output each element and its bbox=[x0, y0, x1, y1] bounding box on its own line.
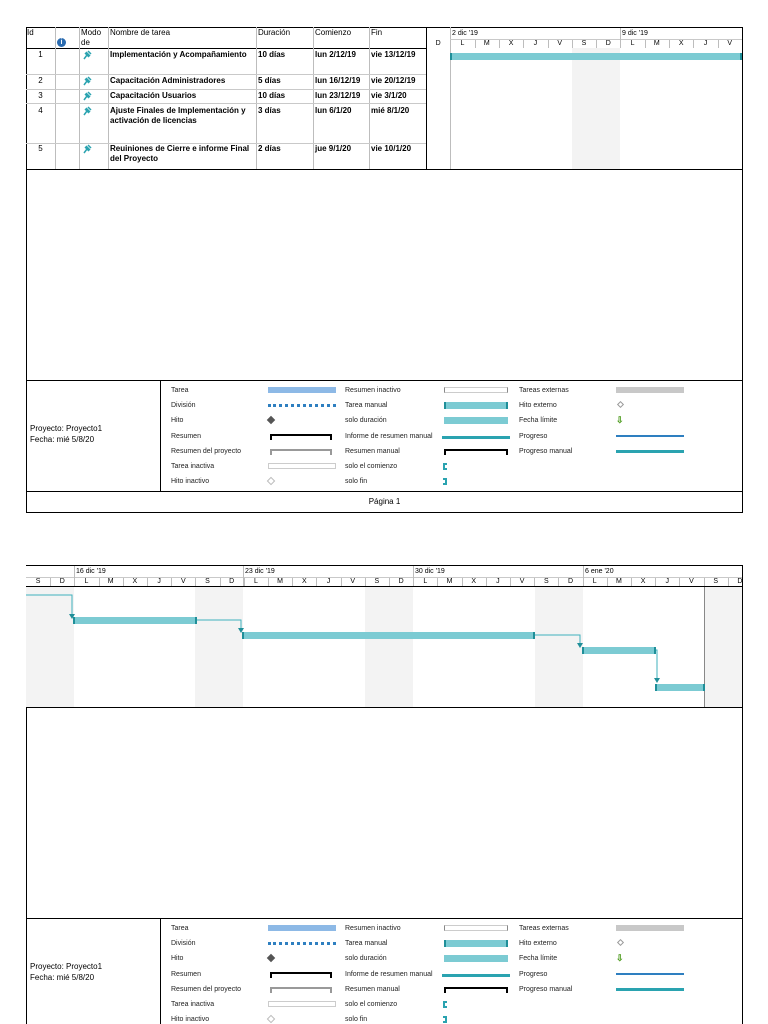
legend-label: Progreso manual bbox=[519, 985, 573, 993]
row-id: 3 bbox=[38, 91, 43, 100]
legend-label: Hito externo bbox=[519, 402, 557, 410]
legend-label: solo fin bbox=[345, 1016, 368, 1024]
row-id: 4 bbox=[38, 106, 43, 115]
project-date: Fecha: mié 5/8/20 bbox=[30, 435, 95, 444]
timeline-day-label: S bbox=[543, 578, 549, 585]
legend-label: Resumen inactivo bbox=[345, 925, 401, 932]
legend-label: Hito bbox=[171, 417, 184, 425]
timeline-week-label: 6 ene '20 bbox=[585, 568, 614, 575]
timeline-day-label: M bbox=[653, 40, 660, 47]
weekend-shade bbox=[572, 48, 620, 169]
legend-swatch-progress bbox=[616, 435, 684, 437]
timeline-day-label: L bbox=[253, 578, 258, 585]
legend-label: solo el comienzo bbox=[345, 463, 398, 470]
legend-label: Tarea bbox=[171, 925, 189, 932]
legend-swatch-manual-task bbox=[444, 940, 508, 947]
header-duration: Duración bbox=[258, 28, 291, 37]
page-number: Página 1 bbox=[368, 497, 401, 506]
legend-label: Tarea manual bbox=[345, 940, 388, 948]
timeline-week-label: 23 dic '19 bbox=[245, 568, 275, 575]
gantt-bar-task-5[interactable] bbox=[655, 684, 705, 691]
legend-swatch-inactive-milestone bbox=[267, 477, 275, 485]
legend-swatch-milestone bbox=[267, 954, 275, 962]
row-name: Capacitación Usuarios bbox=[110, 91, 197, 100]
legend-swatch-inactive-milestone bbox=[267, 1015, 275, 1023]
legend-swatch-inactive-summary bbox=[444, 925, 508, 931]
legend-label: Fecha límite bbox=[519, 417, 558, 425]
legend-label: Fecha límite bbox=[519, 955, 558, 963]
timeline-day-label: D bbox=[605, 40, 611, 47]
legend-swatch-inactive-task bbox=[268, 463, 336, 469]
timeline-day-label: L bbox=[460, 40, 465, 47]
pin-icon bbox=[82, 106, 92, 116]
legend-swatch-inactive-task bbox=[268, 1001, 336, 1007]
timeline-day-label: L bbox=[423, 578, 428, 585]
legend-label: Tarea inactiva bbox=[171, 1001, 215, 1008]
timeline-day-label: M bbox=[615, 578, 622, 585]
timeline-day-label: M bbox=[277, 578, 284, 585]
row-name: Implementación y Acompañamiento bbox=[110, 50, 247, 59]
legend-label: Progreso bbox=[519, 432, 548, 440]
legend-label: División bbox=[171, 402, 196, 410]
timeline-day-label: L bbox=[84, 578, 89, 585]
legend-swatch-manual-summary bbox=[444, 449, 508, 455]
legend-swatch-task bbox=[268, 387, 336, 393]
timeline-day-label: L bbox=[592, 578, 597, 585]
row-duration: 10 días bbox=[258, 91, 286, 100]
timeline-day-label: X bbox=[508, 40, 514, 47]
legend-swatch-external-tasks bbox=[616, 387, 684, 393]
timeline-day-label: D bbox=[398, 578, 404, 585]
legend-label: Resumen manual bbox=[345, 985, 400, 993]
gantt-bar-task-3[interactable] bbox=[242, 632, 535, 639]
timeline-day-label: V bbox=[689, 578, 694, 585]
timeline-day-label: J bbox=[703, 40, 708, 47]
legend-swatch-division bbox=[268, 942, 336, 945]
timeline-week-label: 30 dic '19 bbox=[415, 568, 445, 575]
legend-label: Progreso bbox=[519, 970, 548, 978]
project-name: Proyecto: Proyecto1 bbox=[30, 424, 103, 433]
timeline-week-label: 16 dic '19 bbox=[76, 568, 106, 575]
project-name: Proyecto: Proyecto1 bbox=[30, 962, 103, 971]
legend-swatch-division bbox=[268, 404, 336, 407]
timeline-day-label: X bbox=[301, 578, 307, 585]
timeline-day-label: V bbox=[519, 578, 525, 585]
legend-label: Tarea manual bbox=[345, 402, 388, 410]
legend-swatch-inactive-summary bbox=[444, 387, 508, 393]
gantt-bar-task-1[interactable] bbox=[450, 53, 742, 60]
timeline-day-label: M bbox=[446, 578, 453, 585]
timeline-day-label: S bbox=[35, 578, 41, 585]
legend-swatch-project-summary bbox=[270, 987, 332, 993]
timeline-day-label: S bbox=[581, 40, 587, 47]
timeline-day-label: J bbox=[326, 578, 331, 585]
gantt-bar-task-4[interactable] bbox=[582, 647, 656, 654]
legend-label: Resumen bbox=[171, 432, 201, 440]
header-end: Fin bbox=[371, 28, 383, 37]
legend-label: Resumen bbox=[171, 970, 201, 978]
timeline-day-label: D bbox=[229, 578, 235, 585]
legend-label: Tareas externas bbox=[519, 925, 569, 932]
timeline-day-label: V bbox=[180, 578, 186, 585]
legend-label: Tareas externas bbox=[519, 387, 569, 394]
row-duration: 2 días bbox=[258, 144, 281, 153]
timeline-day-label: D bbox=[567, 578, 574, 585]
timeline-day-label: S bbox=[713, 578, 719, 585]
legend-swatch-manual-progress bbox=[616, 988, 684, 991]
legend-swatch-duration-only bbox=[444, 417, 508, 424]
row-start: lun 16/12/19 bbox=[315, 76, 361, 85]
legend-label: Hito inactivo bbox=[171, 1016, 210, 1024]
legend-swatch-external-milestone bbox=[617, 401, 624, 408]
legend-label: Hito bbox=[171, 955, 184, 963]
pin-icon bbox=[82, 76, 92, 86]
timeline-day-label: X bbox=[640, 578, 646, 585]
timeline-day-label: X bbox=[471, 578, 477, 585]
legend-swatch-external-tasks bbox=[616, 925, 684, 931]
pin-icon bbox=[82, 144, 92, 154]
legend-swatch-task bbox=[268, 925, 336, 931]
row-start: lun 2/12/19 bbox=[315, 50, 356, 59]
header-start: Comienzo bbox=[315, 28, 352, 37]
legend-swatch-start-only bbox=[443, 1001, 447, 1008]
legend-label: Informe de resumen manual bbox=[345, 970, 433, 978]
row-start: jue 9/1/20 bbox=[315, 144, 352, 153]
legend-swatch-finish-only bbox=[443, 1016, 447, 1023]
legend-swatch-summary bbox=[270, 434, 332, 440]
legend-swatch-summary bbox=[270, 972, 332, 978]
timeline-day-label: M bbox=[107, 578, 114, 585]
timeline-day-label: S bbox=[205, 578, 210, 585]
legend-label: Progreso manual bbox=[519, 447, 573, 455]
legend-label: Resumen del proyecto bbox=[171, 447, 242, 455]
timeline-day-label: J bbox=[665, 578, 670, 585]
row-id: 5 bbox=[38, 144, 43, 153]
row-end: vie 13/12/19 bbox=[371, 50, 416, 59]
legend-label: Resumen del proyecto bbox=[171, 985, 242, 993]
legend-swatch-start-only bbox=[443, 463, 447, 470]
timeline-day-label: D bbox=[435, 40, 441, 47]
timeline-week-label: 9 dic '19 bbox=[622, 30, 648, 37]
timeline-day-label: M bbox=[483, 40, 490, 47]
legend-swatch-milestone bbox=[267, 416, 275, 424]
header-name: Nombre de tarea bbox=[110, 28, 171, 37]
legend-swatch-progress bbox=[616, 973, 684, 975]
timeline-day-label: S bbox=[374, 578, 380, 585]
row-id: 1 bbox=[38, 50, 43, 59]
header-mode: Modo de bbox=[81, 28, 102, 47]
timeline-day-label: X bbox=[678, 40, 684, 47]
row-duration: 10 días bbox=[258, 50, 286, 59]
row-id: 2 bbox=[38, 76, 43, 85]
legend-swatch-manual-task bbox=[444, 402, 508, 409]
timeline-day-label: D bbox=[737, 578, 743, 585]
legend-swatch-manual-summary-report bbox=[442, 436, 510, 439]
pin-icon bbox=[82, 91, 92, 101]
timeline-day-label: J bbox=[533, 40, 538, 47]
row-name: Reuiniones de Cierre e informe Final del Proyecto bbox=[110, 144, 250, 163]
timeline-day-label: J bbox=[496, 578, 500, 585]
timeline-day-label: J bbox=[157, 578, 161, 585]
timeline-day-label: L bbox=[630, 40, 635, 47]
legend-label: Resumen manual bbox=[345, 447, 400, 455]
legend-label: Tarea bbox=[171, 387, 189, 394]
legend-label: Resumen inactivo bbox=[345, 387, 401, 394]
gantt-bar-task-2[interactable] bbox=[73, 617, 197, 624]
legend-label: solo el comienzo bbox=[345, 1001, 398, 1008]
timeline-day-label: V bbox=[727, 40, 733, 47]
legend-swatch-manual-summary bbox=[444, 987, 508, 993]
timeline-day-label: V bbox=[350, 578, 356, 585]
project-date: Fecha: mié 5/8/20 bbox=[30, 973, 95, 982]
legend-label: Hito inactivo bbox=[171, 478, 210, 486]
legend-label: solo duración bbox=[345, 955, 387, 963]
row-end: vie 20/12/19 bbox=[371, 76, 416, 85]
timeline-day-label: V bbox=[557, 40, 562, 47]
legend-swatch-manual-progress bbox=[616, 450, 684, 453]
row-start: lun 6/1/20 bbox=[315, 106, 352, 115]
legend-label: Tarea inactiva bbox=[171, 463, 215, 470]
info-icon: i bbox=[57, 38, 66, 47]
legend-swatch-project-summary bbox=[270, 449, 332, 455]
legend-label: solo duración bbox=[345, 417, 387, 425]
row-duration: 5 días bbox=[258, 76, 281, 85]
timeline-day-label: D bbox=[59, 578, 65, 585]
row-duration: 3 días bbox=[258, 106, 281, 115]
legend-swatch-finish-only bbox=[443, 478, 447, 485]
deadline-arrow-icon: ⇩ bbox=[616, 415, 624, 426]
row-end: vie 3/1/20 bbox=[371, 91, 407, 100]
row-name: Capacitación Administradores bbox=[110, 76, 226, 85]
row-start: lun 23/12/19 bbox=[315, 91, 361, 100]
row-end: mié 8/1/20 bbox=[371, 106, 410, 115]
legend-label: Hito externo bbox=[519, 940, 557, 948]
legend-label: Informe de resumen manual bbox=[345, 432, 433, 440]
pin-icon bbox=[82, 50, 92, 60]
legend-swatch-manual-summary-report bbox=[442, 974, 510, 977]
legend-label: solo fin bbox=[345, 478, 368, 486]
legend-label: División bbox=[171, 940, 196, 948]
timeline-day-label: X bbox=[132, 578, 138, 585]
deadline-arrow-icon: ⇩ bbox=[616, 953, 624, 964]
legend-swatch-external-milestone bbox=[617, 939, 624, 946]
row-name: Ajuste Finales de Implementación y activación de licencias bbox=[110, 106, 246, 125]
header-id: Id bbox=[27, 28, 34, 37]
row-end: vie 10/1/20 bbox=[371, 144, 412, 153]
timeline-week-label: 2 dic '19 bbox=[452, 30, 478, 37]
legend-swatch-duration-only bbox=[444, 955, 508, 962]
